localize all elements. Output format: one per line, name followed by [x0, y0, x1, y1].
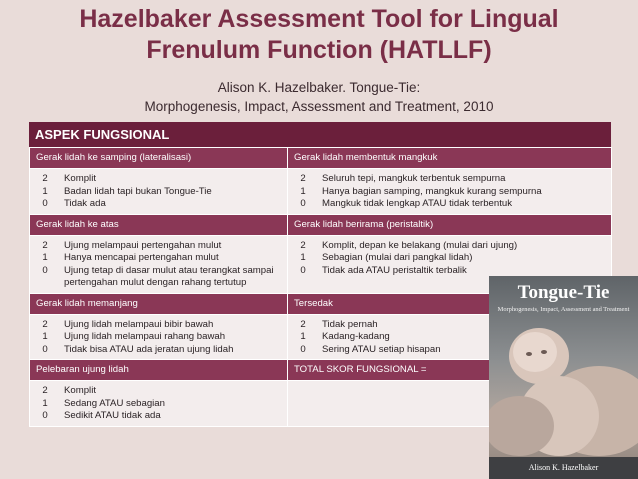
score-description: Badan lidah tapi bukan Tongue-Tie — [64, 185, 212, 197]
score: 0 — [300, 264, 306, 276]
score: 2 — [300, 173, 306, 184]
score-description: Tidak ada ATAU peristaltik terbalik — [322, 264, 467, 276]
criterion-title: Gerak lidah berirama (peristaltik) — [288, 214, 612, 235]
table-header: ASPEK FUNGSIONAL — [29, 122, 611, 147]
score-description: Sering ATAU setiap hisapan — [322, 343, 441, 355]
slide-title — [0, 4, 638, 66]
score-description: Mangkuk tidak lengkap ATAU tidak terbentuk — [322, 198, 513, 209]
mother-baby-photo — [489, 316, 638, 466]
book-author: Alison K. Hazelbaker — [489, 457, 638, 479]
score: 2 — [300, 239, 306, 251]
score: 0 — [300, 343, 306, 355]
score: 0 — [42, 264, 48, 276]
score: 2 — [300, 318, 306, 330]
score: 0 — [300, 198, 306, 209]
score-description: Ujung tetap di dasar mulut atau terangkat sampai pertengahan mulut dengan rahang tertutup — [64, 264, 274, 288]
criterion-title: Gerak lidah ke atas — [30, 214, 288, 235]
score-description: Komplit — [64, 385, 96, 396]
criterion-items — [30, 381, 288, 427]
score-description: Kadang-kadang — [322, 331, 390, 342]
score: 2 — [42, 239, 48, 251]
citation — [0, 78, 638, 116]
score: 2 — [42, 318, 48, 330]
score: 1 — [42, 185, 48, 197]
score: 0 — [42, 410, 48, 421]
criterion-items — [30, 314, 288, 360]
score: 0 — [42, 198, 48, 209]
criterion-title: Gerak lidah membentuk mangkuk — [288, 148, 612, 169]
score-description: Sedang ATAU sebagian — [64, 397, 165, 409]
total-score-label: TOTAL SKOR FUNGSIONAL = — [288, 360, 612, 381]
score-description: Tidak ada — [64, 198, 106, 209]
score-description: Hanya mencapai pertengahan mulut — [64, 252, 219, 263]
score-description: Ujung lidah melampaui rahang bawah — [64, 331, 226, 342]
criterion-items — [30, 169, 288, 215]
book-subtitle: Morphogenesis, Impact, Assessment and Treatment — [497, 306, 630, 313]
score-description: Ujung lidah melampaui bibir bawah — [64, 318, 214, 330]
score-description: Hanya bagian samping, mangkuk kurang sempurna — [322, 185, 542, 197]
score-description: Sedikit ATAU tidak ada — [64, 410, 161, 421]
criterion-title: Gerak lidah ke samping (lateralisasi) — [30, 148, 288, 169]
book-cover-image — [489, 276, 638, 479]
score: 2 — [42, 173, 48, 184]
criterion-title: Pelebaran ujung lidah — [30, 360, 288, 381]
score: 1 — [42, 397, 48, 409]
book-title: Tongue-Tie — [517, 282, 610, 303]
citation-line-2: Morphogenesis, Impact, Assessment and Treatment, 2010 — [144, 99, 494, 114]
score-description: Tidak bisa ATAU ada jeratan ujung lidah — [64, 343, 234, 355]
criterion-title: Tersedak — [288, 293, 612, 314]
title-line-2: Frenulum Function (HATLLF) — [146, 36, 492, 64]
score: 2 — [42, 385, 48, 396]
score: 0 — [42, 343, 48, 355]
score-description: Tidak pernah — [322, 318, 378, 330]
criterion-items — [288, 169, 612, 215]
score: 1 — [300, 252, 306, 263]
score-description: Sebagian (mulai dari pangkal lidah) — [322, 252, 473, 263]
score: 1 — [42, 331, 48, 342]
criterion-title: Gerak lidah memanjang — [30, 293, 288, 314]
score: 1 — [300, 185, 306, 197]
score-description: Komplit — [64, 173, 96, 184]
criterion-items — [30, 235, 288, 293]
score: 1 — [300, 331, 306, 342]
citation-line-1: Alison K. Hazelbaker. Tongue-Tie: — [217, 80, 421, 95]
score-description: Seluruh tepi, mangkuk terbentuk sempurna — [322, 173, 506, 184]
score: 1 — [42, 252, 48, 263]
score-description: Komplit, depan ke belakang (mulai dari ujung) — [322, 239, 518, 251]
title-line-1: Hazelbaker Assessment Tool for Lingual — [79, 5, 559, 33]
score-description: Ujung melampaui pertengahan mulut — [64, 239, 222, 251]
